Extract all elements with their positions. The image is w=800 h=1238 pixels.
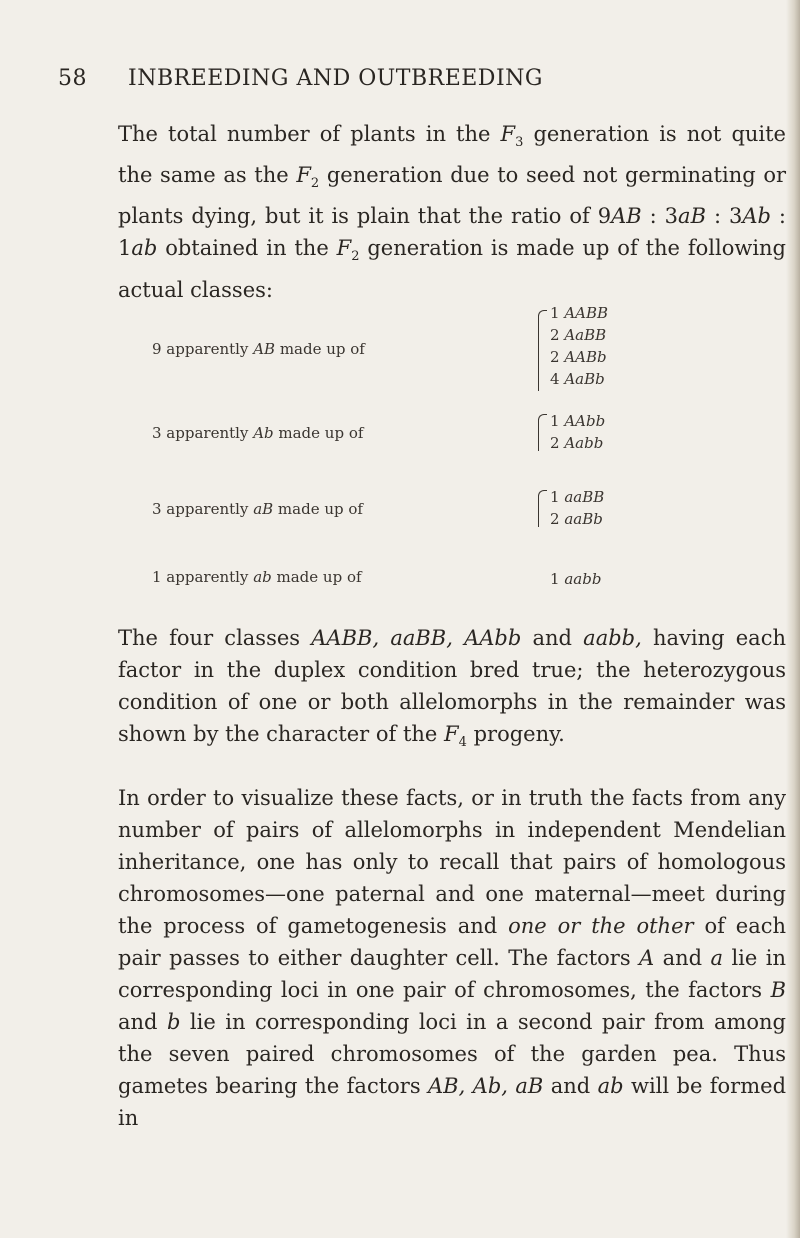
class-label: 9 apparently AB made up of (152, 340, 365, 358)
text: and (543, 1074, 598, 1098)
text: of each pair passes to either daughter cell. The factors (118, 914, 786, 970)
text: obtained in the (157, 236, 337, 261)
text: and (118, 1010, 167, 1034)
text: will be formed in (118, 1074, 787, 1130)
genotype-entry: 2 AABb (550, 348, 607, 366)
brace (538, 310, 547, 391)
text: The four classes (118, 626, 312, 650)
text: and (654, 946, 711, 970)
symbol: AB (611, 204, 642, 229)
symbol: AABB, aaBB, AAbb (311, 626, 522, 650)
symbol: AB, Ab, aB (428, 1074, 544, 1098)
text: progeny. (466, 722, 565, 746)
text: generation is made up of the following actual classes: (118, 236, 787, 302)
running-title: INBREEDING AND OUTBREEDING (128, 66, 543, 91)
genotype-list (550, 302, 608, 390)
text: generation is not quite the same as the (118, 122, 786, 188)
genotype-entry: 2 AaBB (550, 326, 607, 344)
genotype-entry: 1 aaBB (550, 488, 605, 506)
symbol: ab (131, 236, 158, 261)
brace (538, 414, 547, 451)
genotype-entry: 1 AABB (550, 304, 609, 322)
symbol: b (166, 1010, 181, 1034)
true-breeding-paragraph (118, 622, 786, 759)
page-header (58, 66, 698, 91)
symbol: F (296, 163, 311, 188)
class-label: 1 apparently ab made up of (152, 568, 362, 586)
subscript: 3 (515, 135, 524, 151)
genotype-entry: 1 AAbb (550, 412, 606, 430)
chromosome-paragraph (118, 782, 786, 1134)
brace (538, 490, 547, 527)
text: having each factor in the duplex condition bred true; the heterozygous condition of one or both allelomorphs in the remainder was shown by the character of the (118, 626, 786, 746)
text: generation due to seed not germinating or plants dying, but it is plain that the ratio of 9 (118, 163, 786, 229)
text: : 3 (641, 204, 679, 229)
symbol: B (770, 978, 786, 1002)
symbol: A (639, 946, 655, 970)
genotype-list (550, 568, 601, 590)
symbol: aB (678, 204, 706, 229)
genotype-entry: 1 aabb (550, 570, 602, 588)
symbol: a (710, 946, 724, 970)
emphasis: one or the other (508, 914, 694, 938)
symbol: Ab (742, 204, 771, 229)
text: : 3 (706, 204, 743, 229)
subscript: 2 (351, 249, 360, 265)
symbol: aabb, (583, 626, 642, 650)
genotype-entry: 2 aaBb (550, 510, 603, 528)
genotype-list (550, 410, 605, 454)
symbol: F (336, 236, 352, 261)
genotype-entry: 2 Aabb (550, 434, 604, 452)
class-label: 3 apparently Ab made up of (152, 424, 364, 442)
text: lie in corresponding loci in one pair of chromosomes, the factors (118, 946, 786, 1002)
page-edge (786, 0, 800, 1238)
symbol: F (500, 122, 516, 146)
subscript: 2 (310, 176, 320, 192)
intro-paragraph (118, 118, 786, 306)
text: and (521, 626, 584, 650)
subscript: 4 (458, 735, 467, 751)
class-label: 3 apparently aB made up of (152, 500, 363, 518)
text: The total number of plants in the (118, 122, 501, 146)
genotype-list (550, 486, 604, 530)
text: lie in corresponding loci in a second pair from among the seven paired chromosomes of the garden pea. Thus gametes bearing the factors (118, 1010, 786, 1098)
page-number: 58 (58, 66, 87, 91)
symbol: ab (597, 1074, 624, 1098)
text: In order to visualize these facts, or in truth the facts from any number of pairs of allelomorphs in independent Mendelian inheritance, one has only to recall that pairs of homologous chromosomes—one paternal and one maternal—meet during the process of gametogenesis and (118, 786, 786, 938)
text: : 1 (118, 204, 786, 261)
symbol: F (444, 722, 459, 746)
genotype-entry: 4 AaBb (550, 370, 605, 388)
